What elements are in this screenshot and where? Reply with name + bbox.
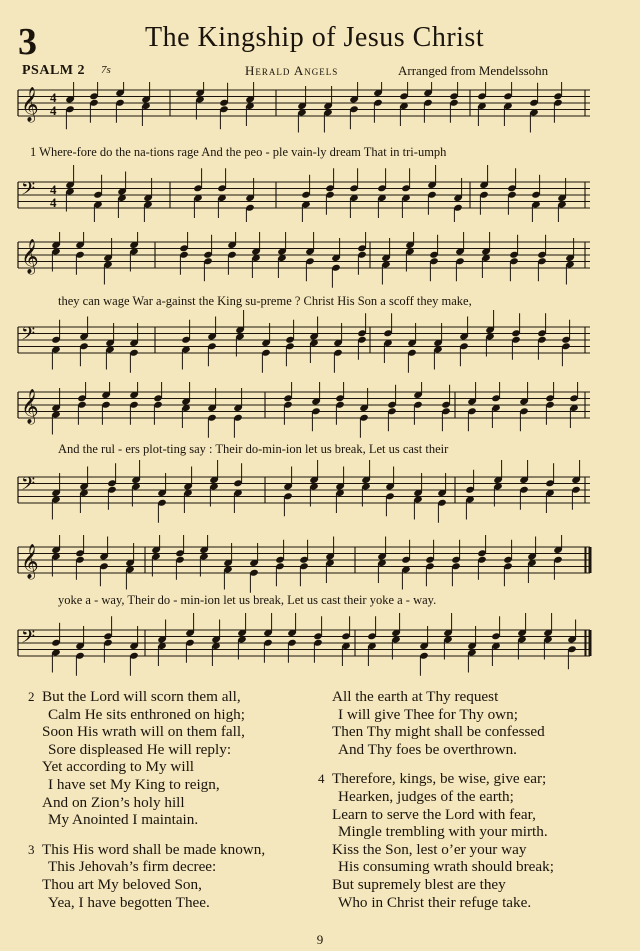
verse-text: Yet according to My will [42,758,195,776]
verse-line [28,688,318,706]
verse-text: Soon His wrath will on them fall, [42,723,245,741]
verse-line [28,758,318,776]
music-system-1 [0,82,640,222]
verse-text: This Jehovah’s firm decree: [48,858,217,876]
lyric-line: 1 Where-fore do the na-tions rage And the peo - ple vain-ly dream That in tri-umph [30,145,447,159]
bass-clef: 𝄢 [21,324,36,349]
treble-clef: 𝄞 [21,239,39,274]
lyric-line: yoke a - way, Their do - min-ion let us break, Let us cast their yoke a - way. [58,593,437,607]
verse-line [318,741,618,759]
music-system-3 [0,382,640,532]
verse-text: I will give Thee for Thy own; [338,705,518,723]
verse-text: And on Zion’s holy hill [42,793,185,811]
time-signature: 4 [50,195,57,210]
arrangement-credit: Arranged from Mendelssohn [398,63,549,78]
verse-line [28,741,318,759]
verse-text: Mingle trembling with your mirth. [338,823,548,841]
lyric-line: they can wage War a-gainst the King su-preme ? Christ His Son a scoff they make, [58,294,472,308]
verse-text: Sore displeased He will reply: [48,740,232,758]
page-number: 9 [316,932,324,947]
verse-line [318,876,618,894]
lyric-line: And the rul - ers plot-ting say : Their do-min-ion let us break, Let us cast their [58,442,449,456]
meter: 7s [101,64,111,76]
verse-line [318,858,618,876]
treble-clef: 𝄞 [21,87,39,122]
verse-text: Who in Christ their refuge take. [338,893,532,911]
verse-text: My Anointed I maintain. [48,811,199,829]
verse-line [28,841,318,859]
bass-clef: 𝄢 [21,474,36,499]
verse-text: Then Thy might shall be confessed [332,723,545,741]
treble-clef: 𝄞 [21,544,39,579]
verse-line [28,723,318,741]
verse-text: Yea, I have begotten Thee. [48,893,210,911]
time-signature: 4 [50,90,57,105]
verse-text: Hearken, judges of the earth; [338,787,514,805]
verse-line [318,823,618,841]
verse-line [28,794,318,812]
verse-text: And Thy foes be overthrown. [338,740,517,758]
verse-line [318,894,618,912]
verse-line [28,706,318,724]
verse-number: 2 [28,689,35,704]
music-system-4 [0,535,640,685]
bass-clef: 𝄢 [21,627,36,652]
verse-text: I have set My King to reign, [48,775,220,793]
verse-line [318,806,618,824]
score-graphic [0,535,640,685]
verse-text: Calm He sits enthroned on high; [48,705,245,723]
verse-gap [28,829,318,841]
verse-line [28,894,318,912]
verse-line [318,723,618,741]
verse-line [28,811,318,829]
verse-text: Therefore, kings, be wise, give ear; [332,770,547,788]
verse-text: Kiss the Son, lest o’er your way [332,840,527,858]
verse-line [28,876,318,894]
psalm-reference: PSALM 2 [22,63,85,78]
verse-line [28,776,318,794]
verse-column-left [28,688,318,911]
verse-line [318,770,618,788]
verse-gap [318,758,618,770]
verse-line [318,688,618,706]
treble-clef: 𝄞 [21,389,39,424]
verse-text: But the Lord will scorn them all, [42,688,241,705]
verse-line [318,841,618,859]
verse-text: All the earth at Thy request [332,688,499,705]
verse-number: 4 [318,771,325,787]
hymn-title: The Kingship of Jesus Christ [145,22,485,53]
verse-text: But supremely blest are they [332,875,506,893]
verse-number: 3 [28,841,35,857]
music-system-2 [0,232,640,382]
score-graphic [0,382,640,532]
verse-text: His consuming wrath should break; [338,858,554,876]
verse-text: Thou art My beloved Son, [42,875,202,893]
bass-clef: 𝄢 [21,179,36,204]
time-signature: 4 [50,182,57,197]
time-signature: 4 [50,103,57,118]
verse-line [318,788,618,806]
verse-text: This His word shall be made known, [42,840,266,858]
verse-text: Learn to serve the Lord with fear, [332,805,536,823]
hymn-number: 3 [18,21,37,63]
verse-line [28,858,318,876]
tune-name: Herald Angels [245,63,339,78]
verse-line [318,706,618,724]
verse-column-right [318,688,618,911]
